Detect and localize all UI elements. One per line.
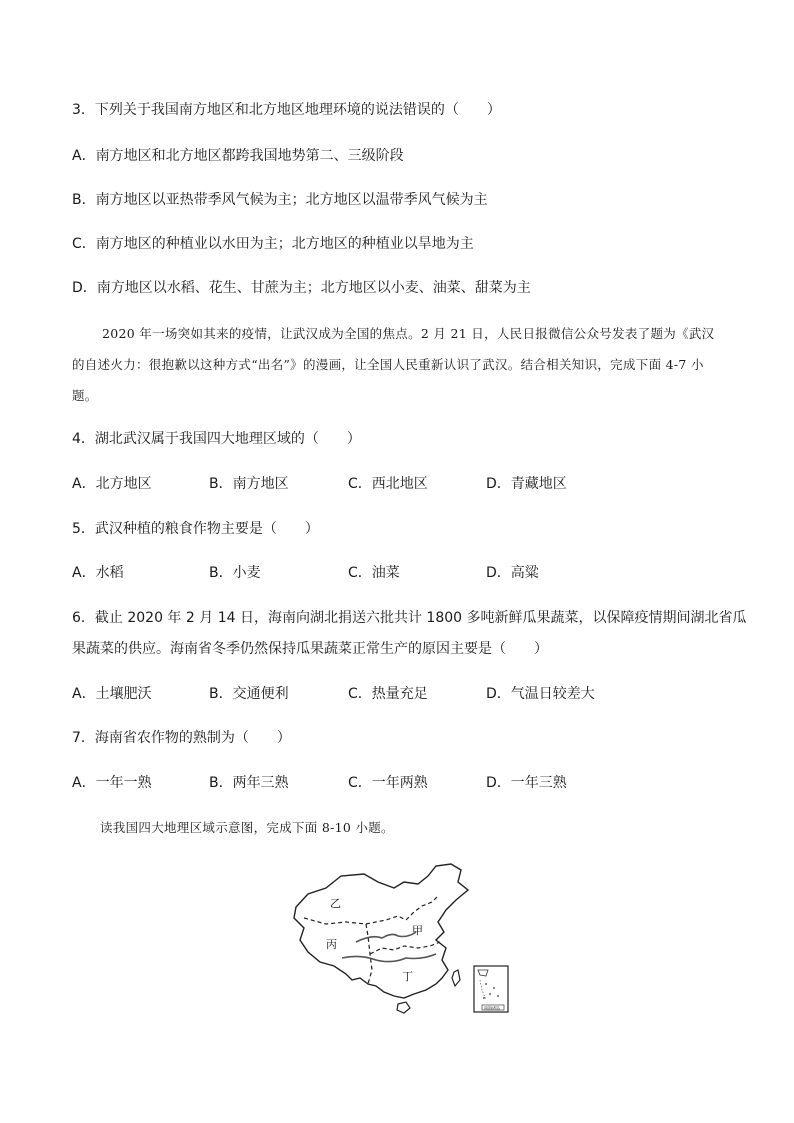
hainan-island: [397, 1002, 410, 1013]
q3-stem: 3．下列关于我国南方地区和北方地区地理环境的说法错误的（ ）: [72, 102, 501, 118]
south-sea-inset: [474, 966, 508, 1012]
q5-option-d: D．高粱: [486, 565, 539, 581]
q5-option-b: B．小麦: [209, 565, 261, 581]
q4-stem: 4．湖北武汉属于我国四大地理区域的（ ）: [72, 431, 361, 447]
q6-option-c: C．热量充足: [348, 686, 428, 702]
map-label-ding: 丁: [402, 970, 413, 983]
china-outline: [294, 864, 468, 998]
map-label-yi: 乙: [330, 897, 341, 910]
q7-stem: 7．海南省农作物的熟制为（ ）: [72, 730, 291, 746]
q4-option-c: C．西北地区: [348, 476, 428, 492]
q4-option-a: A．北方地区: [72, 476, 152, 492]
boundary-north: [406, 896, 438, 920]
china-regions-map: [286, 862, 526, 1022]
q6-option-d: D．气温日较差大: [486, 686, 595, 702]
passage-wuhan: 2020 年一场突如其来的疫情，让武汉成为全国的焦点。2 月 21 日，人民日报微信公众号发表了题为《武汉的自述火力：很抱歉以这种方式“出名”》的漫画，让全国人民重新认识了武汉。结合相关知识，完成下面 4-7 小题。: [72, 326, 715, 403]
q3-option-d: D．南方地区以水稻、花生、甘蔗为主；北方地区以小麦、油菜、甜菜为主: [72, 280, 531, 296]
q6-stem-line2: 果蔬菜的供应。海南省冬季仍然保持瓜果蔬菜正常生产的原因主要是（ ）: [72, 641, 548, 657]
passage-map-intro: 读我国四大地理区域示意图，完成下面 8-10 小题。: [100, 820, 394, 835]
q3-option-b: B．南方地区以亚热带季风气候为主；北方地区以温带季风气候为主: [72, 192, 488, 208]
boundary-northwest: [304, 916, 406, 924]
q3-option-c: C．南方地区的种植业以水田为主；北方地区的种植业以旱地为主: [72, 236, 474, 252]
boundary-qinling: [370, 942, 440, 954]
taiwan-island: [452, 970, 460, 986]
inset-caption: 南海诸岛: [484, 1005, 500, 1011]
q7-option-c: C．一年两熟: [348, 775, 428, 791]
yangtze-river: [342, 954, 436, 962]
q6-option-a: A．土壤肥沃: [72, 686, 152, 702]
q4-option-b: B．南方地区: [209, 476, 289, 492]
q6-stem-line1: 6．截止 2020 年 2 月 14 日，海南向湖北捐送六批共计 1800 多吨新鲜瓜果蔬菜，以保障疫情期间湖北省瓜: [72, 610, 747, 626]
q7-option-d: D．一年三熟: [486, 775, 567, 791]
yellow-river: [356, 932, 416, 942]
q4-option-d: D．青藏地区: [486, 476, 567, 492]
q6-option-b: B．交通便利: [209, 686, 289, 702]
q5-stem: 5．武汉种植的粮食作物主要是（ ）: [72, 521, 319, 537]
q5-option-a: A．水稻: [72, 565, 124, 581]
q5-option-c: C．油菜: [348, 565, 400, 581]
q3-option-a: A．南方地区和北方地区都跨我国地势第二、三级阶段: [72, 148, 404, 164]
q7-option-a: A．一年一熟: [72, 775, 152, 791]
q7-option-b: B．两年三熟: [209, 775, 289, 791]
map-label-bing: 丙: [326, 938, 337, 951]
map-label-jia: 甲: [412, 924, 423, 937]
